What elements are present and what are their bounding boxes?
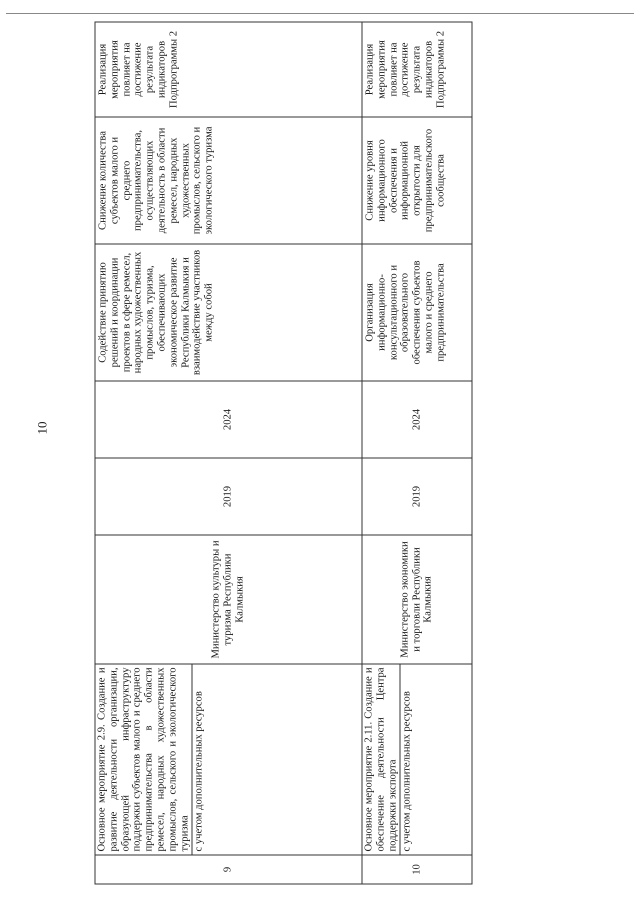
indicator-link: Реализация мероприятия повлияет на достижение результата индикаторов Подпрограммы 2 bbox=[95, 22, 362, 117]
rotated-table-wrapper bbox=[70, 30, 446, 875]
measure-name-note: с учетом дополнительных ресурсов bbox=[191, 664, 206, 854]
measure-name: Основное мероприятие 2.9. Создание и развитие деятельности организации, образующей инфраструктуру поддержки субъектов малого и среднего предпринимательства в области ремесел, народных художественных промыслов, сельского и экологического туризма bbox=[96, 667, 190, 851]
start-year: 2019 bbox=[362, 458, 472, 535]
responsible-organization: Министерство культуры и туризма Республики Калмыкия bbox=[95, 535, 362, 664]
end-year: 2024 bbox=[362, 381, 472, 458]
measure-name: Основное мероприятие 2.11. Создание и обеспечение деятельности Центра поддержки экспорта bbox=[363, 667, 398, 851]
table-row bbox=[362, 22, 472, 884]
responsible-organization: Министерство экономики и торговли Республики Калмыкия bbox=[362, 535, 472, 664]
top-rule bbox=[6, 13, 634, 14]
measure-name-note: с учетом дополнительных ресурсов bbox=[399, 664, 414, 854]
table-row bbox=[95, 22, 362, 884]
non-implementation-consequences: Снижение количества субъектов малого и среднего предпринимательства, осуществляющих деятельность в области ремесел, народных художественных промыслов, сельского и экологического туризма bbox=[95, 117, 362, 244]
measure-name-cell bbox=[95, 664, 362, 855]
row-number: 9 bbox=[95, 855, 362, 884]
non-implementation-consequences: Снижение уровня информационного обеспечения и информационной открытости для предпринимательского сообщества bbox=[362, 117, 472, 244]
measure-name-cell bbox=[362, 664, 472, 855]
indicator-link: Реализация мероприятия повлияет на достижение результата индикаторов Подпрограммы 2 bbox=[362, 22, 472, 117]
expected-result: Организация информационно-консультационного и образовательного обеспечения субъектов малого и среднего предпринимательства bbox=[362, 244, 472, 381]
row-number: 10 bbox=[362, 855, 472, 884]
page-number: 10 bbox=[34, 421, 50, 435]
expected-result: Содействие принятию решений и координации проектов в сфере ремесел, народных художественных промыслов, туризма, обеспечивающих экономическое развитие Республики Калмыкия и взаимодействие участников между собой bbox=[95, 244, 362, 381]
measures-table bbox=[94, 21, 472, 884]
end-year: 2024 bbox=[95, 381, 362, 458]
start-year: 2019 bbox=[95, 458, 362, 535]
